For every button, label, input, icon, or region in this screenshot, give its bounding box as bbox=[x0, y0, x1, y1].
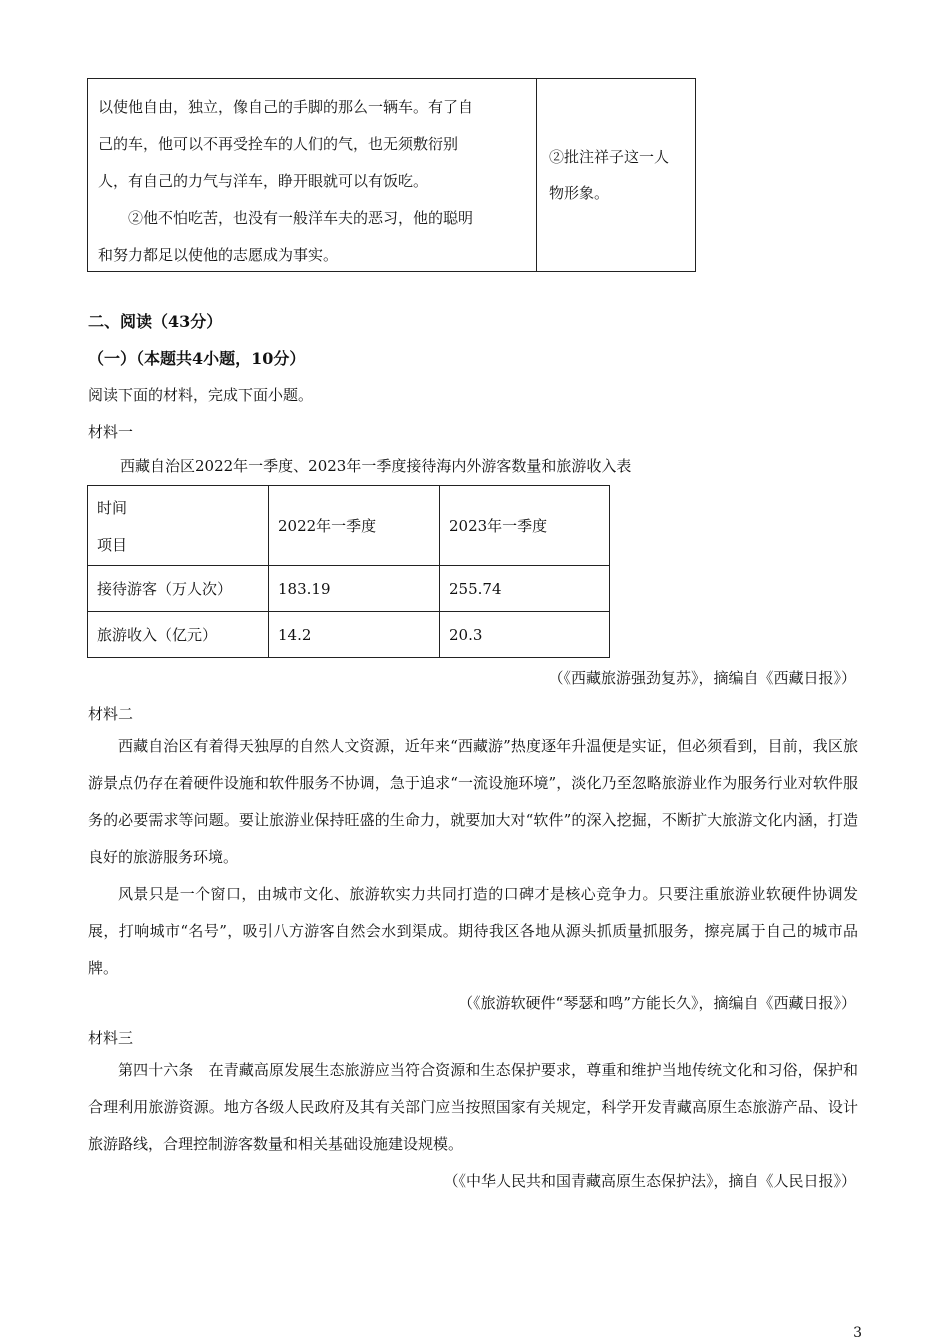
excerpt-table bbox=[87, 78, 696, 272]
material2-label: 材料二 bbox=[88, 705, 134, 723]
row-label: 接待游客（万人次） bbox=[88, 566, 269, 612]
paragraph: 西藏自治区有着得天独厚的自然人文资源，近年来“西藏游”热度逐年升温便是实证，但必须看到，目前，我区旅游景点仍存在着硬件设施和软件服务不协调，急于追求“一流设施环境”，淡化乃至忽略旅游业作为服务行业对软件服务的必要需求等问题。要让旅游业保持旺盛的生命力，就要加大对“软件”的深入挖掘，不断扩大旅游文化内涵，打造良好的旅游服务环境。 bbox=[88, 737, 858, 866]
column-header-2023: 2023年一季度 bbox=[440, 486, 610, 566]
excerpt-line: 和努力都足以使他的志愿成为事实。 bbox=[98, 246, 339, 264]
material2-source: （《旅游软硬件“琴瑟和鸣”方能长久》，摘编自《西藏日报》） bbox=[458, 994, 856, 1012]
excerpt-line: 人，有自己的力气与洋车，睁开眼就可以有饭吃。 bbox=[98, 172, 429, 190]
paragraph: 风景只是一个窗口，由城市文化、旅游软实力共同打造的口碑才是核心竞争力。只要注重旅游业软硬件协调发展，打响城市“名号”，吸引八方游客自然会水到渠成。期待我区各地从源头抓质量抓服务，擦亮属于自己的城市品牌。 bbox=[88, 885, 858, 977]
cell-value-2023: 20.3 bbox=[440, 612, 610, 658]
material3-source: （《中华人民共和国青藏高原生态保护法》，摘自《人民日报》） bbox=[443, 1172, 856, 1190]
material1-label: 材料一 bbox=[88, 423, 134, 441]
excerpt-line: 以使他自由，独立，像自己的手脚的那么一辆车。有了自 bbox=[98, 98, 474, 116]
instruction-text: 阅读下面的材料，完成下面小题。 bbox=[88, 386, 314, 404]
table-corner-header bbox=[88, 486, 269, 566]
annotation-cell bbox=[537, 79, 695, 271]
page-number: 3 bbox=[853, 1325, 862, 1341]
subsection-title: （一）（本题共4小题，10分） bbox=[88, 349, 306, 368]
section-title: 二、阅读（43分） bbox=[88, 312, 223, 331]
table-row bbox=[88, 612, 610, 658]
excerpt-text-cell bbox=[88, 79, 537, 271]
cell-value-2022: 183.19 bbox=[269, 566, 440, 612]
row-label: 旅游收入（亿元） bbox=[88, 612, 269, 658]
corner-item-label: 项目 bbox=[97, 535, 128, 554]
cell-value-2022: 14.2 bbox=[269, 612, 440, 658]
material3-label: 材料三 bbox=[88, 1029, 134, 1047]
material2-body bbox=[88, 728, 858, 987]
corner-time-label: 时间 bbox=[97, 498, 128, 517]
material1-source: （《西藏旅游强劲复苏》，摘编自《西藏日报》） bbox=[548, 669, 856, 687]
cell-value-2023: 255.74 bbox=[440, 566, 610, 612]
excerpt-line: 己的车，他可以不再受拴车的人们的气，也无须敷衍别 bbox=[98, 135, 459, 153]
table-row bbox=[88, 566, 610, 612]
annotation-line: 物形象。 bbox=[549, 184, 610, 202]
tourism-data-table bbox=[87, 485, 610, 658]
excerpt-line: ②他不怕吃苦，也没有一般洋车夫的恶习，他的聪明 bbox=[128, 209, 474, 227]
table-caption: 西藏自治区2022年一季度、2023年一季度接待海内外游客数量和旅游收入表 bbox=[120, 457, 632, 475]
column-header-2022: 2022年一季度 bbox=[269, 486, 440, 566]
material3-body bbox=[88, 1052, 858, 1163]
paragraph: 第四十六条 在青藏高原发展生态旅游应当符合资源和生态保护要求，尊重和维护当地传统文化和习俗，保护和合理利用旅游资源。地方各级人民政府及其有关部门应当按照国家有关规定，科学开发青藏高原生态旅游产品、设计旅游路线，合理控制游客数量和相关基础设施建设规模。 bbox=[88, 1061, 858, 1153]
annotation-line: ②批注祥子这一人 bbox=[549, 148, 670, 166]
